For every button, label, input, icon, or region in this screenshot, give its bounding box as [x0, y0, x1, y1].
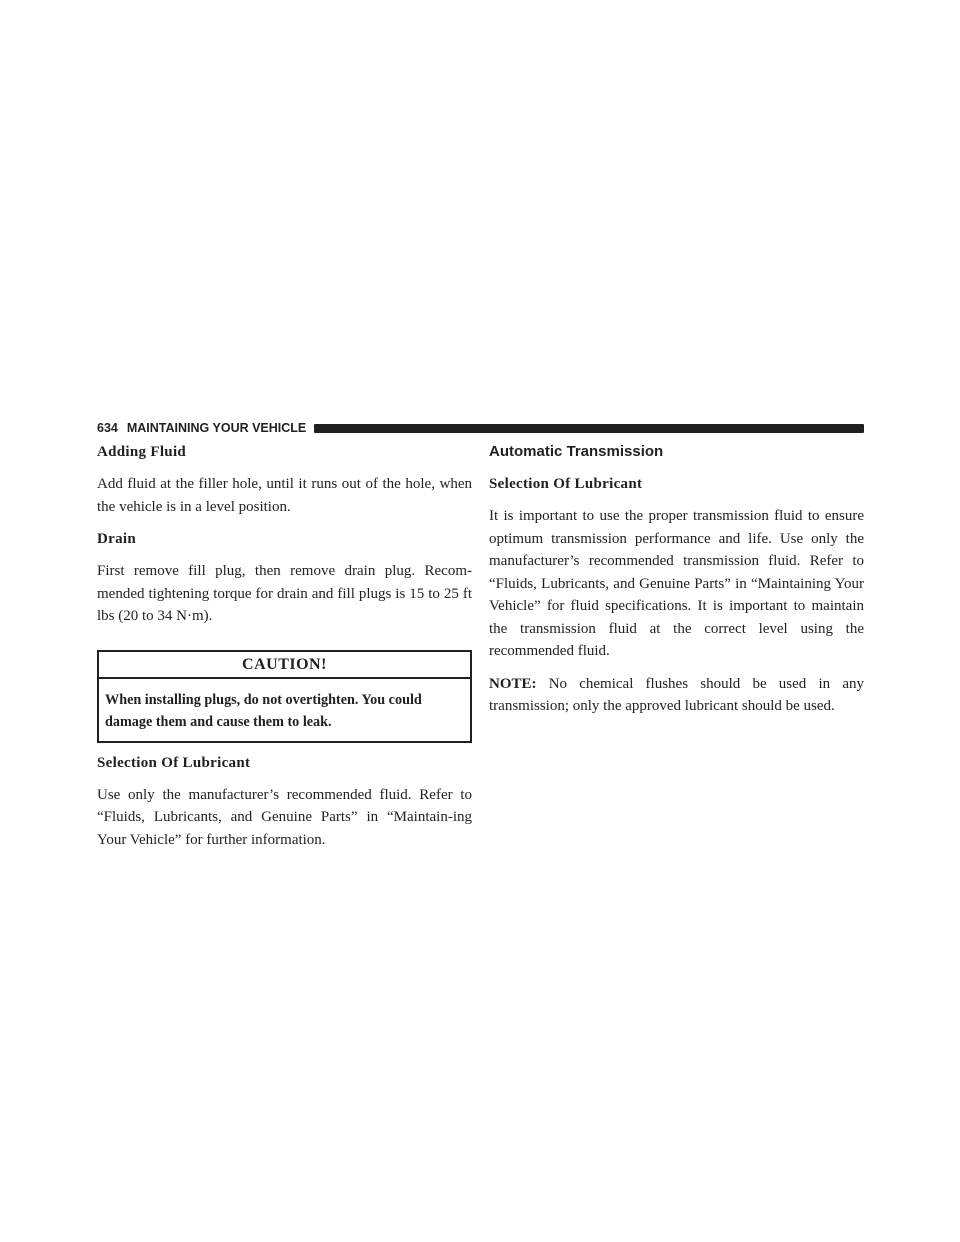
automatic-transmission-heading: Automatic Transmission: [489, 443, 664, 460]
lubricant-text-right: It is important to use the proper transmission fluid to ensure optimum transmission performance and life. Use only the manufacturer’s recommended transmission fluid. Refer to “Fluids, Lubricants, and Genuine Parts” in “Maintaining Your Vehicle” for fluid specifications. It is important to maintain the transmission fluid at the correct level using the recommended fluid.: [489, 508, 864, 659]
lubricant-heading-right: Selection Of Lubricant: [489, 476, 643, 492]
note-text: No chemical flushes should be used in any transmission; only the approved lubricant should be used.: [489, 675, 864, 714]
drain-heading: Drain: [97, 531, 136, 547]
page-header: [97, 418, 864, 438]
caution-text: When installing plugs, do not overtighten. You could damage them and cause them to leak.: [105, 691, 422, 730]
right-column: [489, 440, 864, 718]
adding-fluid-heading: Adding Fluid: [97, 444, 187, 460]
caution-title: CAUTION!: [99, 652, 470, 679]
drain-text: First remove fill plug, then remove drain plug. Recom-mended tightening torque for drain and fill plugs is 15 to 25 ft lbs (20 to 34 N·m).: [97, 563, 472, 624]
header-rule: [314, 424, 864, 433]
left-column: [97, 440, 472, 851]
caution-box: [97, 650, 472, 743]
note-paragraph: [489, 673, 864, 718]
page-number: 634: [97, 421, 118, 435]
section-title: MAINTAINING YOUR VEHICLE: [126, 421, 307, 435]
adding-fluid-text: Add fluid at the filler hole, until it runs out of the hole, when the vehicle is in a level position.: [97, 476, 472, 515]
lubricant-text-left: Use only the manufacturer’s recommended fluid. Refer to “Fluids, Lubricants, and Genuine Parts” in “Maintain-ing Your Vehicle” for further information.: [97, 786, 472, 848]
lubricant-heading-left: Selection Of Lubricant: [97, 754, 251, 771]
note-label: NOTE:: [489, 675, 537, 692]
